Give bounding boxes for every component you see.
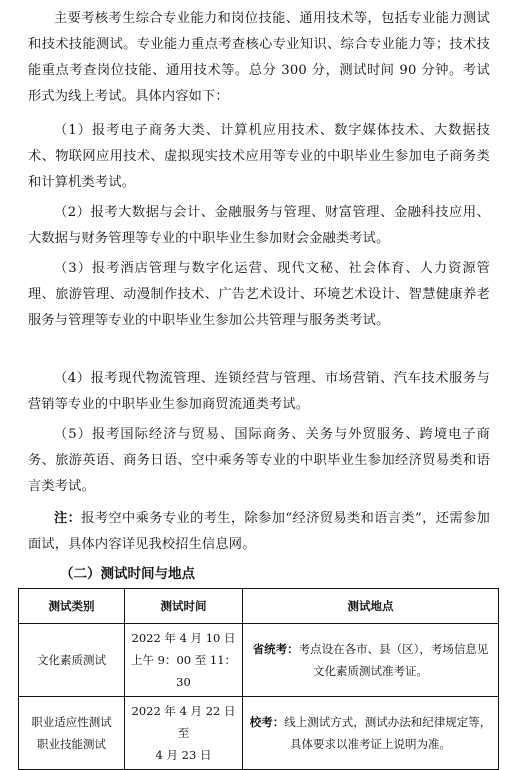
- item-4-paragraph: （4）报考现代物流管理、连锁经营与管理、市场营销、汽车技术服务与营销等专业的中职毕业生参加商贸流通类考试。: [28, 371, 490, 412]
- row-2-category: [19, 697, 125, 770]
- row-1-time-line-1: 2022 年 4 月 10 日: [131, 631, 236, 645]
- row-2-category-line-1: 职业适应性测试: [31, 715, 112, 729]
- table-row: [19, 697, 499, 770]
- row-1-location-label: 省统考：: [252, 642, 299, 656]
- row-1-category: [19, 624, 125, 697]
- item-5-paragraph: （5）报考国际经济与贸易、国际商务、关务与外贸服务、跨境电子商务、旅游英语、商务日语、空中乘务等专业的中职毕业生参加经济贸易类和语言类考试。: [28, 427, 490, 494]
- note-text: 报考空中乘务专业的考生，除参加“经济贸易类和语言类”，还需参加面试，具体内容详见我校招生信息网。: [28, 511, 490, 552]
- row-2-location-label: 校考：: [249, 715, 285, 729]
- item-1-paragraph: （1）报考电子商务大类、计算机应用技术、数字媒体技术、大数据技术、物联网应用技术、虚拟现实技术应用等专业的中职毕业生参加电子商务类和计算机类考试。: [28, 123, 490, 190]
- table-row: [19, 624, 499, 697]
- row-2-location-text: 线上测试方式，测试办法和纪律规定等，具体要求以准考证上说明为准。: [284, 715, 492, 751]
- row-1-location-text: 考点设在各市、县（区），考场信息见文化素质测试准考证。: [298, 642, 489, 678]
- row-2-time: [125, 697, 243, 770]
- header-time: 测试时间: [125, 589, 243, 624]
- intro-paragraph: 主要考核考生综合专业能力和岗位技能、通用技术等，包括专业能力测试和技术技能测试。专业能力重点考查核心专业知识、综合专业能力等；技术技能重点考查岗位技能、通用技术等。总分 300 分，测试时间 90 分钟。考试形式为线上考试。具体内容如下：: [28, 11, 490, 104]
- row-1-location: [243, 624, 499, 697]
- header-category: 测试类别: [19, 589, 125, 624]
- header-location: 测试地点: [243, 589, 499, 624]
- row-1-time: [125, 624, 243, 697]
- row-2-location: [243, 697, 499, 770]
- row-2-time-line-1: 2022 年 4 月 22 日至: [131, 704, 236, 740]
- row-1-category-text: 文化素质测试: [37, 653, 106, 667]
- item-2-paragraph: （2）报考大数据与会计、金融服务与管理、财富管理、金融科技应用、大数据与财务管理等专业的中职毕业生参加财会金融类考试。: [28, 205, 490, 246]
- row-2-time-line-2: 4 月 23 日: [155, 748, 212, 762]
- row-2-category-line-2: 职业技能测试: [37, 737, 106, 751]
- schedule-table: [18, 588, 499, 770]
- section-title: （二）测试时间与地点: [60, 566, 195, 582]
- item-3-paragraph: （3）报考酒店管理与数字化运营、现代文秘、社会体育、人力资源管理、旅游管理、动漫制作技术、广告艺术设计、环境艺术设计、智慧健康养老服务与管理等专业的中职毕业生参加公共管理与服务类考试。: [28, 261, 490, 328]
- note-label: 注：: [54, 511, 82, 526]
- table-header-row: [19, 589, 499, 624]
- note-paragraph: [28, 506, 490, 558]
- row-1-time-line-2: 上午 9：00 至 11：30: [130, 653, 237, 689]
